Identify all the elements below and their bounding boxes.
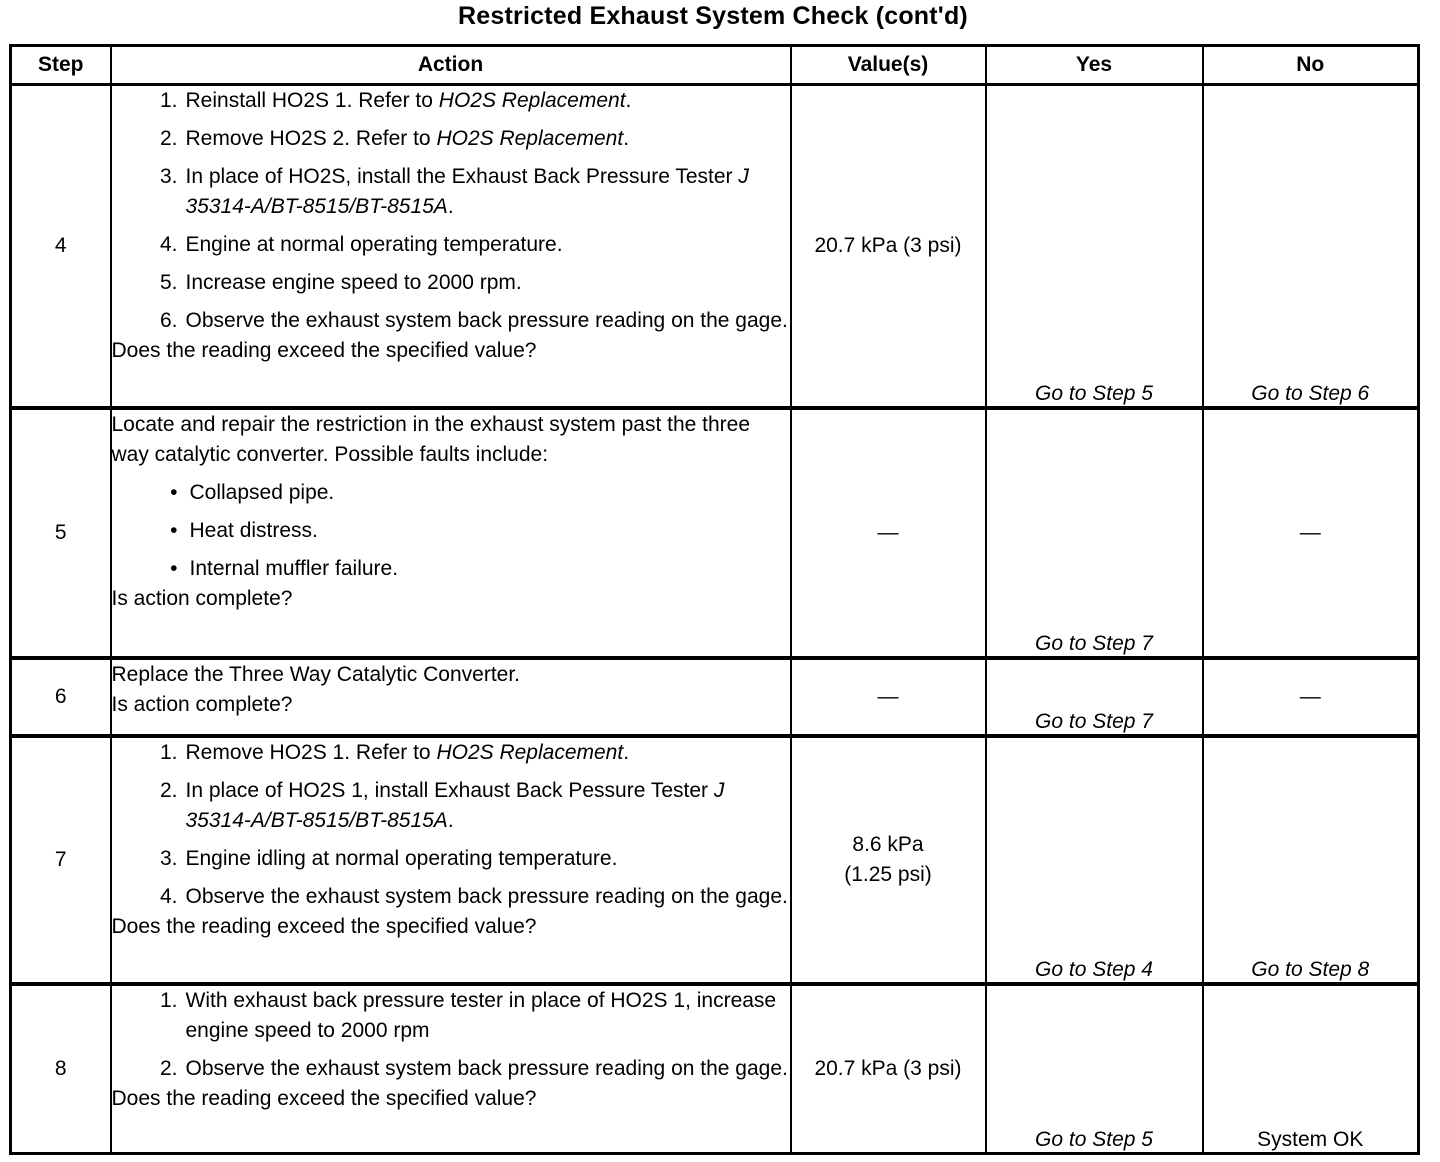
- action-cell: [111, 658, 791, 736]
- step-number: 7: [11, 736, 111, 984]
- action-question: Does the reading exceed the specified value?: [111, 339, 537, 362]
- action-item: 1. Reinstall HO2S 1. Refer to HO2S Replacement.: [159, 89, 632, 112]
- header-no: No: [1203, 46, 1419, 85]
- action-cell: [111, 984, 791, 1154]
- value-cell: —: [791, 408, 986, 658]
- header-action: Action: [111, 46, 791, 85]
- value-line: 8.6 kPa: [852, 832, 924, 856]
- tool-reference: J 35314-A/BT-8515/BT-8515A: [185, 165, 749, 218]
- action-item: 4. Observe the exhaust system back pressure reading on the gage.: [159, 884, 788, 908]
- diagnostic-table: [9, 44, 1420, 1155]
- value-cell: —: [791, 658, 986, 736]
- action-item: 4. Engine at normal operating temperature.: [159, 233, 563, 256]
- yes-cell: Go to Step 5: [986, 984, 1203, 1154]
- step-number: 8: [11, 984, 111, 1154]
- yes-cell: Go to Step 7: [986, 408, 1203, 658]
- action-intro: Locate and repair the restriction in the exhaust system past the three way catalytic converter. Possible faults include:: [111, 412, 751, 466]
- no-cell: Go to Step 8: [1203, 736, 1419, 984]
- bullet-icon: •: [170, 518, 178, 542]
- header-row: [11, 46, 1419, 85]
- action-intro: Replace the Three Way Catalytic Converter.: [111, 662, 521, 686]
- reference-link: HO2S Replacement: [438, 89, 626, 112]
- action-item: 1. Remove HO2S 1. Refer to HO2S Replacement.: [159, 740, 630, 764]
- action-item: 2. In place of HO2S 1, install Exhaust Back Pessure Tester J 35314-A/BT-8515/BT-8515A.: [159, 778, 725, 832]
- action-item: 2. Observe the exhaust system back pressure reading on the gage.: [159, 1056, 788, 1080]
- value-cell: 20.7 kPa (3 psi): [791, 984, 986, 1154]
- yes-cell: Go to Step 4: [986, 736, 1203, 984]
- step-number: 6: [11, 658, 111, 736]
- action-item: 3. Engine idling at normal operating temperature.: [159, 846, 618, 870]
- step-row-7: [11, 736, 1419, 984]
- bullet-item: • Heat distress.: [112, 516, 790, 546]
- reference-link: HO2S Replacement: [436, 740, 624, 764]
- action-item: 3. In place of HO2S, install the Exhaust Back Pressure Tester J 35314-A/BT-8515/BT-8515A.: [159, 165, 749, 218]
- value-line: (1.25 psi): [844, 862, 932, 886]
- bullet-item: • Internal muffler failure.: [112, 554, 790, 584]
- action-item: 2. Remove HO2S 2. Refer to HO2S Replacement.: [159, 127, 630, 150]
- yes-cell: Go to Step 5: [986, 85, 1203, 408]
- header-values: Value(s): [791, 46, 986, 85]
- step-number: 5: [11, 408, 111, 658]
- value-cell: [791, 736, 986, 984]
- no-cell: Go to Step 6: [1203, 85, 1419, 408]
- action-cell: [111, 85, 791, 408]
- no-cell: System OK: [1203, 984, 1419, 1154]
- no-cell: —: [1203, 658, 1419, 736]
- bullet-item: • Collapsed pipe.: [112, 478, 790, 508]
- value-cell: 20.7 kPa (3 psi): [791, 85, 986, 408]
- bullet-icon: •: [170, 480, 178, 504]
- action-question: Is action complete?: [111, 692, 293, 716]
- step-row-5: [11, 408, 1419, 658]
- page-title: Restricted Exhaust System Check (cont'd): [458, 2, 968, 30]
- bullet-icon: •: [170, 556, 178, 580]
- action-item: 6. Observe the exhaust system back pressure reading on the gage.: [159, 309, 788, 332]
- action-question: Does the reading exceed the specified value?: [111, 1086, 537, 1110]
- action-item: 5. Increase engine speed to 2000 rpm.: [159, 271, 522, 294]
- tool-reference: J 35314-A/BT-8515/BT-8515A: [185, 778, 725, 832]
- header-yes: Yes: [986, 46, 1203, 85]
- step-number: 4: [11, 85, 111, 408]
- action-item: 1. With exhaust back pressure tester in place of HO2S 1, increase engine speed to 2000 rpm: [159, 988, 777, 1042]
- action-question: Does the reading exceed the specified value?: [111, 914, 537, 938]
- no-cell: —: [1203, 408, 1419, 658]
- reference-link: HO2S Replacement: [436, 127, 624, 150]
- action-cell: [111, 736, 791, 984]
- yes-cell: Go to Step 7: [986, 658, 1203, 736]
- header-step: Step: [11, 46, 111, 85]
- step-row-6: [11, 658, 1419, 736]
- action-question: Is action complete?: [111, 586, 293, 610]
- action-cell: [111, 408, 791, 658]
- step-row-4: [11, 85, 1419, 408]
- step-row-8: [11, 984, 1419, 1154]
